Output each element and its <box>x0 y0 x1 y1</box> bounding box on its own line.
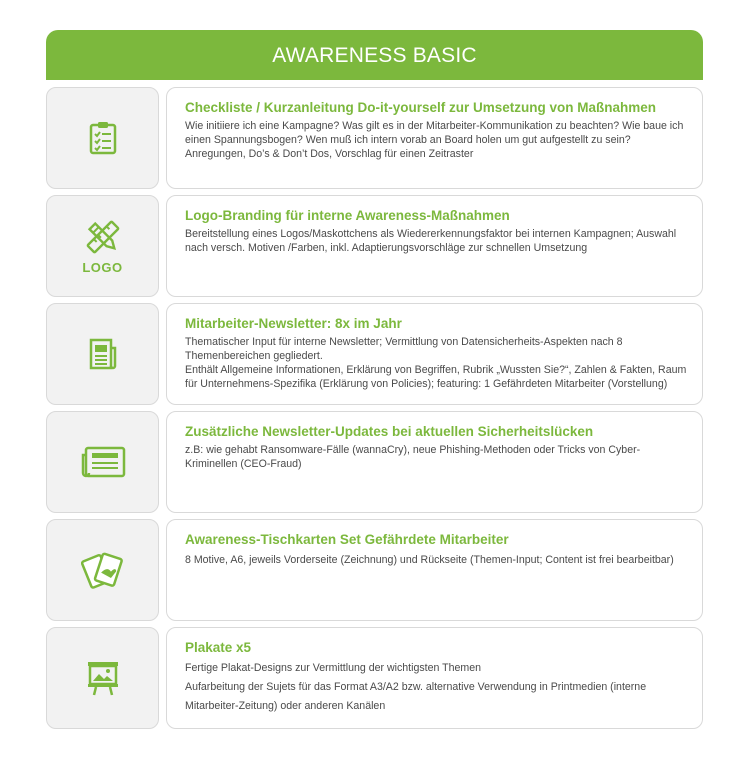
list-item <box>46 519 703 621</box>
icon-box <box>46 195 159 297</box>
list-item <box>46 195 703 297</box>
item-content <box>166 87 703 189</box>
item-title: Checkliste / Kurzanleitung Do-it-yourself zur Umsetzung von Maßnahmen <box>185 100 657 115</box>
table-cards-icon <box>81 551 125 589</box>
item-description: z.B: wie gehabt Ransomware-Fälle (wannaCry), neue Phishing-Methoden oder Tricks von Cyber-Kriminellen (CEO-Fraud) <box>185 444 641 470</box>
item-description: Fertige Plakat-Designs zur Vermittlung der wichtigsten Themen <box>185 662 481 674</box>
item-title: Mitarbeiter-Newsletter: 8x im Jahr <box>185 316 402 331</box>
news-update-icon <box>80 445 126 479</box>
item-content <box>166 627 703 729</box>
logo-label: LOGO <box>82 259 123 275</box>
item-content <box>166 411 703 513</box>
item-description: 8 Motive, A6, jeweils Vorderseite (Zeichnung) und Rückseite (Themen-Input; Content ist frei bearbeitbar) <box>185 554 674 566</box>
item-description-extra: Aufarbeitung der Sujets für das Format A3/A2 bzw. alternative Verwendung in Printmedien (interne Mitarbeiter-Zeitung) oder anderen Kanälen <box>185 681 647 712</box>
icon-box <box>46 303 159 405</box>
item-description: Thematischer Input für interne Newsletter; Vermittlung von Datensicherheits-Aspekten nach 8 Themenbereichen gegliedert. <box>185 336 623 362</box>
clipboard-checklist-icon <box>89 121 117 155</box>
icon-box <box>46 411 159 513</box>
icon-box <box>46 627 159 729</box>
item-content <box>166 519 703 621</box>
newspaper-icon <box>89 338 117 370</box>
poster-easel-icon <box>86 660 120 696</box>
item-content <box>166 303 703 405</box>
pencil-ruler-icon <box>84 218 122 256</box>
section-header <box>46 30 703 80</box>
item-title: Zusätzliche Newsletter-Updates bei aktuellen Sicherheitslücken <box>185 424 594 439</box>
list-item <box>46 411 703 513</box>
item-description-extra: Enthält Allgemeine Informationen, Erklärung von Begriffen, Rubrik „Wussten Sie?“, Zahlen & Fakten, Raum für Unternehmens-Spezifika (Erklärung von Policies); featuring: 1 Gefährdeten Mitarbeiter (Vorstellung) <box>185 364 687 390</box>
item-description: Wie initiiere ich eine Kampagne? Was gilt es in der Mitarbeiter-Kommunikation zu beachten? Wie baue ich einen Spannungsbogen? Wen muß ich intern vorab an Board holen um gut aufgestellt zu sein? Anregungen, Do’s & Don’t Dos, Vorschlag für einen Zeitraster <box>185 120 684 160</box>
icon-box <box>46 519 159 621</box>
item-description: Bereitstellung eines Logos/Maskottchens als Wiedererkennungsfaktor bei internen Kampagnen; Auswahl nach versch. Motiven /Farben, inkl. Adaptierungsvorschläge zur schnellen Umsetzung <box>185 228 677 254</box>
list-item <box>46 87 703 189</box>
icon-box <box>46 87 159 189</box>
item-title: Plakate x5 <box>185 640 252 655</box>
list-item <box>46 303 703 405</box>
list-item <box>46 627 703 729</box>
item-title: Awareness-Tischkarten Set Gefährdete Mitarbeiter <box>185 532 509 547</box>
item-title: Logo-Branding für interne Awareness-Maßnahmen <box>185 208 510 223</box>
item-content <box>166 195 703 297</box>
section-title: AWARENESS BASIC <box>272 44 477 67</box>
